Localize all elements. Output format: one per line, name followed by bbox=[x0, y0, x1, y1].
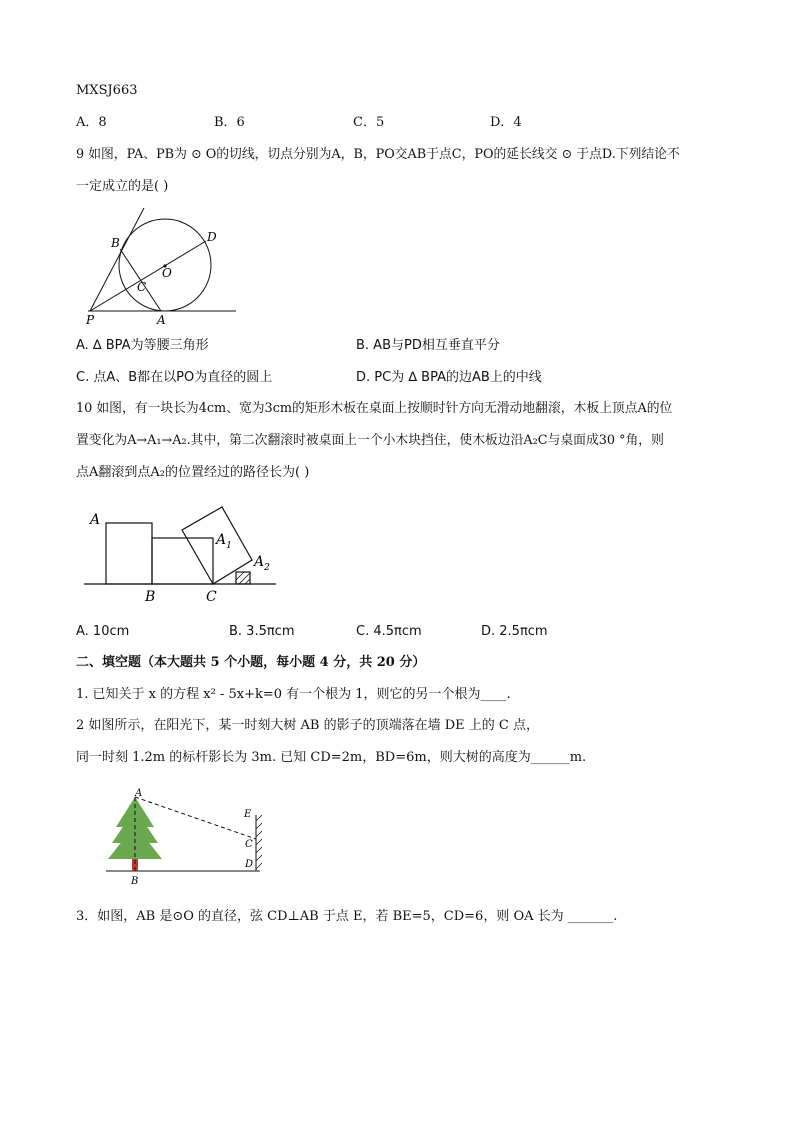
fill2-sun-ray bbox=[135, 797, 256, 839]
q10-label-a: A bbox=[90, 512, 101, 528]
q9-option-c: C. 点A、B都在以PO为直径的圆上 bbox=[76, 370, 273, 385]
q9-option-a: A. ∆ BPA为等腰三角形 bbox=[76, 338, 209, 353]
fill2-figure bbox=[100, 785, 270, 890]
fill2-wall-hatch bbox=[256, 815, 262, 869]
q9-label-b: B bbox=[111, 236, 120, 250]
q10-option-a: A. 10cm bbox=[76, 624, 130, 639]
q10-board-second bbox=[152, 538, 213, 584]
q8-option-d: D．4 bbox=[490, 115, 522, 130]
q10-board-initial bbox=[106, 523, 152, 584]
q10-stem-line3: 点A翻滚到点A₂的位置经过的路径长为( ) bbox=[76, 465, 310, 480]
fill2-label-e: E bbox=[244, 809, 252, 820]
q9-option-d: D. PC为 ∆ BPA的边AB上的中线 bbox=[356, 370, 542, 385]
fill2-line1: 2 如图所示，在阳光下，某一时刻大树 AB 的影子的顶端落在墙 DE 上的 C 点， bbox=[76, 718, 539, 733]
fill2-label-c: C bbox=[245, 839, 253, 850]
fill3-question: 3．如图，AB 是⊙O 的直径，弦 CD⊥AB 于点 E，若 BE=5，CD=6，则 OA 长为 _______. bbox=[76, 909, 618, 924]
q9-stem-line2: 一定成立的是( ) bbox=[76, 179, 169, 194]
fill2-line2: 同一时刻 1.2m 的标杆影长为 3m. 已知 CD=2m，BD=6m，则大树的高度为______m. bbox=[76, 750, 587, 765]
q9-label-d: D bbox=[207, 230, 217, 244]
fill2-label-a: A bbox=[135, 788, 143, 799]
q10-block-hatch1 bbox=[236, 572, 244, 580]
fill2-label-d: D bbox=[245, 859, 254, 870]
q10-label-a2: $A_2$ bbox=[254, 554, 270, 573]
q10-label-b: B bbox=[145, 589, 156, 605]
q10-block-hatch3 bbox=[245, 579, 250, 584]
q9-tangent-pb bbox=[90, 208, 147, 311]
q10-option-b: B. 3.5πcm bbox=[229, 624, 295, 639]
doc-code: MXSJ663 bbox=[76, 83, 138, 98]
q10-label-a1: $A_1$ bbox=[216, 532, 232, 551]
fill1-question: 1. 已知关于 x 的方程 x² - 5x+k=0 有一个根为 1，则它的另一个根为____. bbox=[76, 687, 511, 702]
q10-label-c: C bbox=[206, 589, 217, 605]
q8-option-a: A．8 bbox=[76, 115, 107, 130]
q8-option-b: B．6 bbox=[214, 115, 245, 130]
q9-stem-line1: 9 如图，PA、PB为 ⊙ O的切线，切点分别为A，B，PO交AB于点C，PO的延长线交 ⊙ 于点D.下列结论不 bbox=[76, 147, 680, 162]
section2-title: 二、填空题（本大题共 5 个小题，每小题 4 分，共 20 分） bbox=[76, 655, 426, 670]
q10-option-c: C. 4.5πcm bbox=[356, 624, 422, 639]
q10-block-hatch2 bbox=[239, 573, 250, 584]
fill2-label-b: B bbox=[131, 876, 139, 887]
q9-line-pd bbox=[90, 241, 206, 311]
q9-label-o: O bbox=[162, 266, 172, 280]
q9-option-b: B. AB与PD相互垂直平分 bbox=[356, 338, 500, 353]
q9-label-a: A bbox=[157, 313, 166, 327]
q8-option-c: C．5 bbox=[353, 115, 385, 130]
q9-label-c: C bbox=[137, 280, 147, 294]
q10-stem-line1: 10 如图，有一块长为4cm、宽为3cm的矩形木板在桌面上按顺时针方向无滑动地翻滚，木板上顶点A的位 bbox=[76, 401, 673, 416]
q10-option-d: D. 2.5πcm bbox=[481, 624, 548, 639]
q10-stem-line2: 置变化为A→A₁→A₂.其中，第二次翻滚时被桌面上一个小木块挡住，使木板边沿A₂C与桌面成30 °角，则 bbox=[76, 433, 664, 448]
q9-figure bbox=[84, 200, 224, 335]
q10-figure bbox=[84, 500, 284, 610]
q9-label-p: P bbox=[86, 313, 95, 327]
